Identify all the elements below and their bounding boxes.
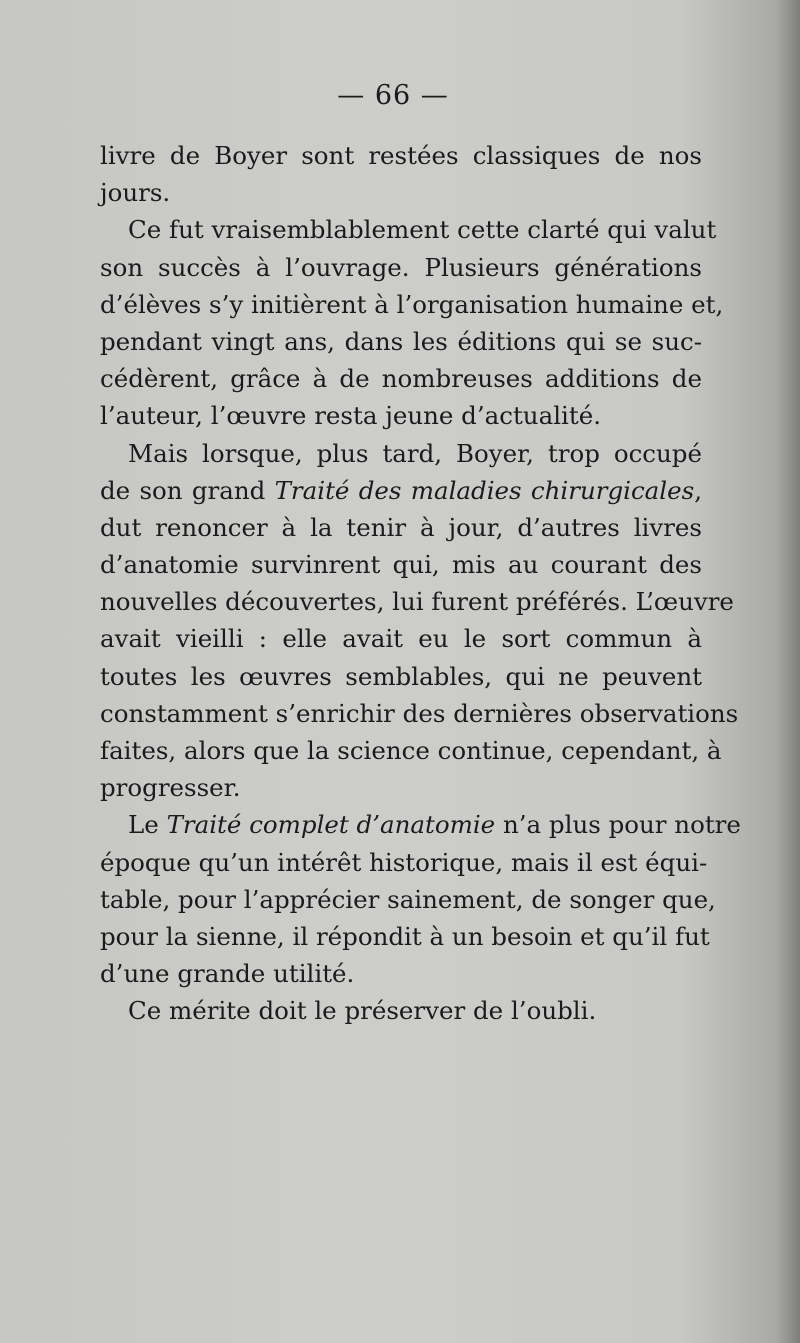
text-line — [100, 732, 722, 769]
line-text: faites, alors que la science continue, cependant, à — [100, 736, 722, 765]
line-text: cédèrent, grâce à de nombreuses additions de — [100, 364, 702, 394]
text-line — [100, 435, 702, 472]
text-line — [100, 286, 724, 323]
text-line — [100, 472, 702, 509]
text-line — [100, 658, 702, 695]
line-text: jours. — [100, 178, 171, 208]
text-line — [100, 137, 702, 174]
line-text: pendant vingt ans, dans les éditions qui se suc- — [100, 326, 702, 356]
line-text: Mais lorsque, plus tard, Boyer, trop occupé — [128, 438, 702, 468]
line-text: constamment s’enrichir des dernières observations — [100, 698, 739, 728]
text-line — [100, 211, 717, 248]
text-line — [100, 955, 702, 992]
line-text: progresser. — [100, 773, 241, 803]
page-number: — 66 — — [337, 80, 449, 111]
line-text: d’une grande utilité. — [100, 959, 355, 989]
text-line — [100, 174, 702, 211]
text-line — [100, 509, 702, 546]
text-line — [100, 546, 702, 583]
line-text: de son grand — [100, 475, 275, 505]
italic-title: Traité complet d’anatomie — [166, 810, 496, 840]
text-line — [100, 881, 716, 918]
line-text: table, pour l’apprécier sainement, de songer que, — [100, 884, 716, 914]
line-text: toutes les œuvres semblables, qui ne peuvent — [100, 661, 702, 691]
line-text: l’auteur, l’œuvre resta jeune d’actualité. — [100, 401, 601, 431]
body-text — [100, 137, 741, 1030]
line-text: Ce fut vraisemblablement cette clarté qui valut — [128, 215, 717, 245]
text-line — [100, 844, 708, 881]
line-text-after: , — [694, 475, 702, 505]
text-line — [100, 992, 702, 1029]
line-text: nouvelles découvertes, lui furent préférés. L’œuvre — [100, 587, 734, 617]
text-line — [100, 918, 710, 955]
line-text: époque qu’un intérêt historique, mais il est équi- — [100, 847, 708, 877]
line-text: avait vieilli : elle avait eu le sort commun à — [100, 624, 702, 654]
line-text: livre de Boyer sont restées classiques de nos — [100, 141, 702, 170]
line-text: d’élèves s’y initièrent à l’organisation humaine et, — [100, 289, 724, 319]
text-line — [100, 620, 702, 657]
text-line — [100, 323, 702, 360]
line-text: pour la sienne, il répondit à un besoin et qu’il fut — [100, 921, 710, 951]
italic-title: Traité des maladies chirurgicales — [274, 475, 695, 505]
line-text: d’anatomie survinrent qui, mis au courant des — [100, 550, 702, 580]
text-line — [100, 249, 702, 286]
text-line — [100, 360, 702, 397]
text-line — [100, 695, 739, 732]
line-text: dut renoncer à la tenir à jour, d’autres livres — [100, 512, 702, 542]
text-line — [100, 397, 702, 434]
line-text: Le — [128, 810, 167, 840]
line-text-after: n’a plus pour notre — [495, 810, 741, 840]
line-text: son succès à l’ouvrage. Plusieurs générations — [100, 252, 702, 282]
text-line — [100, 769, 702, 806]
text-line — [100, 806, 741, 843]
text-line — [100, 583, 734, 620]
line-text: Ce mérite doit le préserver de l’oubli. — [128, 996, 597, 1026]
